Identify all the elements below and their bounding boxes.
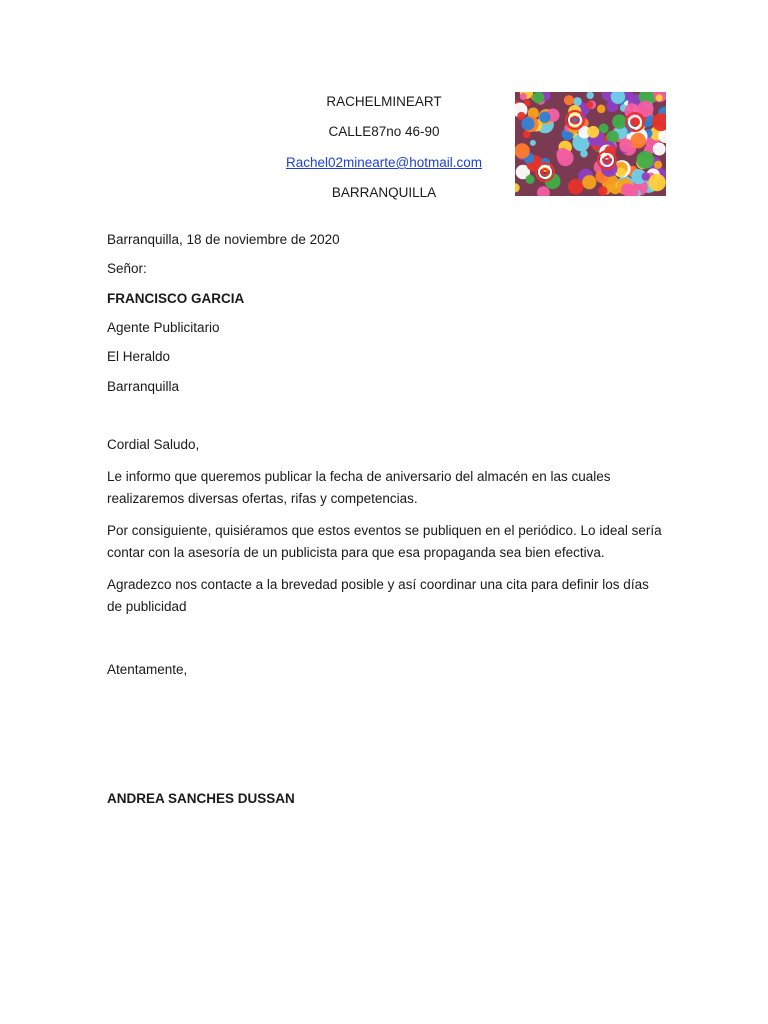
recipient-salutation: Señor: [107,261,147,276]
recipient-name: FRANCISCO GARCIA [107,291,245,306]
candy-photo [515,92,666,196]
body-paragraph-2: Por consiguiente, quisiéramos que estos eventos se publiquen en el periódico. Lo ideal sería contar con la asesoría de un publicista para que esa propaganda sea bien efectiva. [107,523,662,560]
body-paragraph-1: Le informo que queremos publicar la fecha de aniversario del almacén en las cuales realizaremos diversas ofertas, rifas y competencias. [107,469,611,506]
greeting: Cordial Saludo, [107,437,200,452]
sender-address: CALLE87no 46-90 [328,124,440,139]
sender-name: RACHELMINEART [326,94,442,109]
closing: Atentamente, [107,662,188,677]
signature-name: ANDREA SANCHES DUSSAN [107,791,295,806]
recipient-company: El Heraldo [107,349,171,364]
recipient-city: Barranquilla [107,379,180,394]
body-paragraph-3: Agradezco nos contacte a la brevedad posible y así coordinar una cita para definir los días de publicidad [107,577,649,614]
date-line: Barranquilla, 18 de noviembre de 2020 [107,232,340,247]
sender-email-link[interactable]: Rachel02minearte@hotmail.com [285,155,483,170]
sender-city: BARRANQUILLA [331,185,437,200]
recipient-position: Agente Publicitario [107,320,220,335]
